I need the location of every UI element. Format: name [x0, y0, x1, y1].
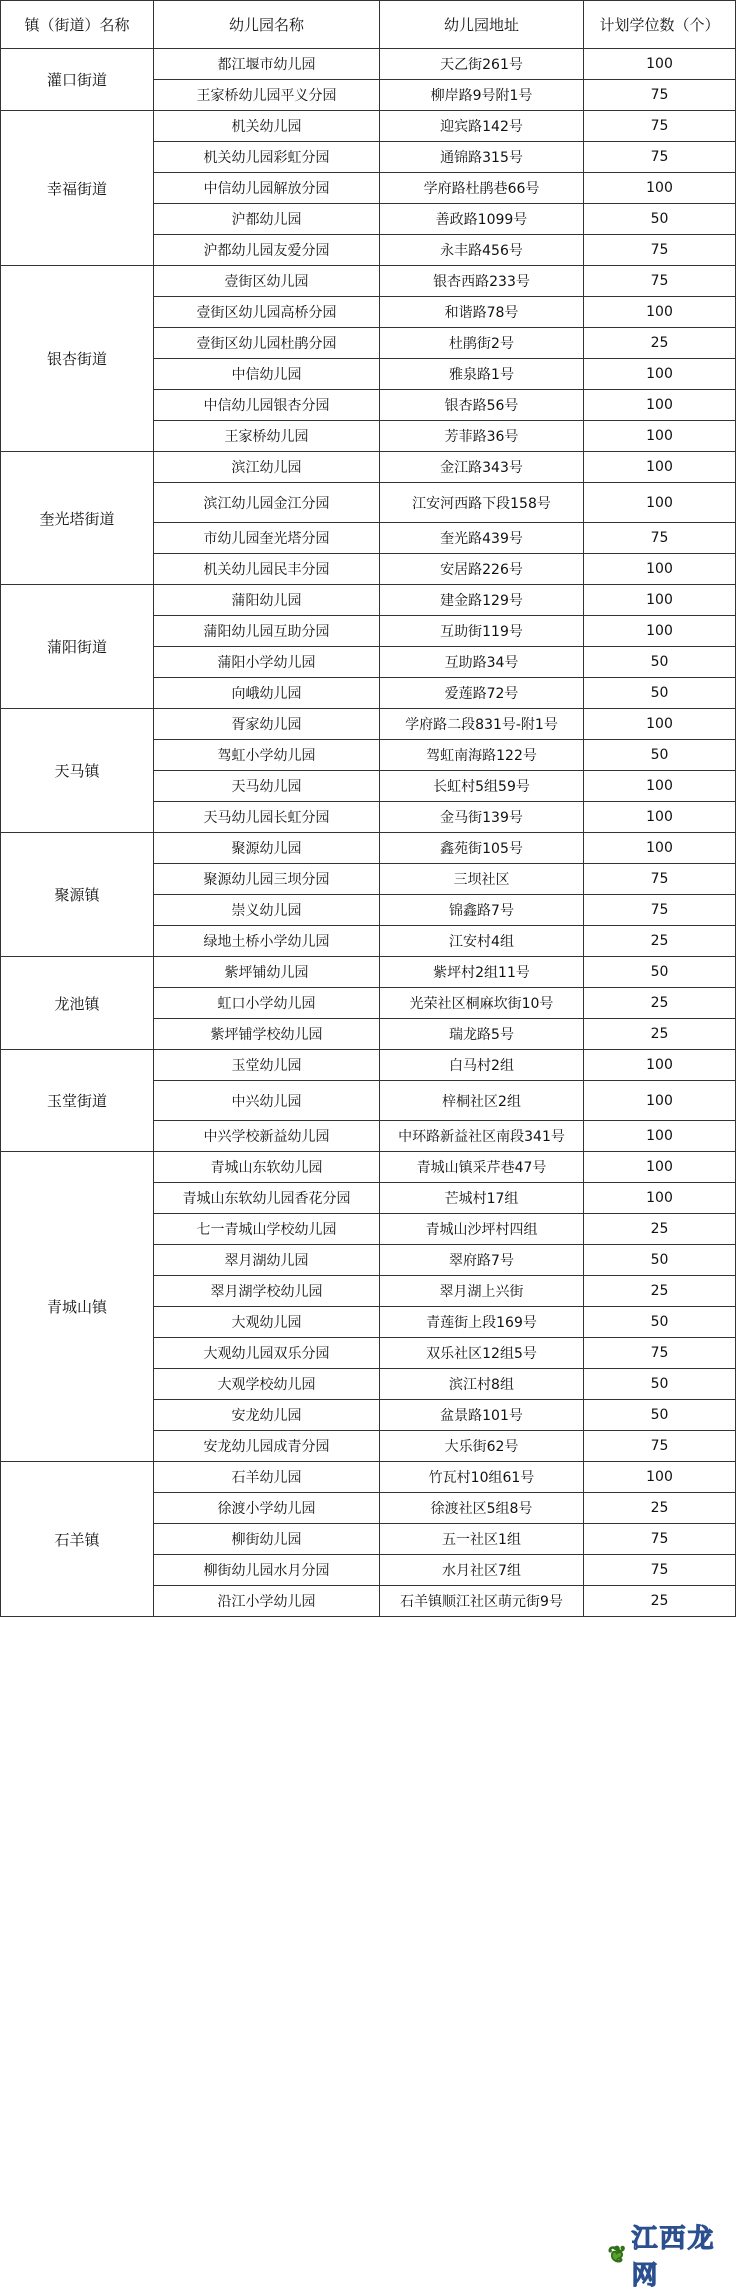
town-name-cell: 幸福街道	[1, 111, 154, 266]
seats-cell: 100	[584, 802, 736, 833]
address-cell: 芒城村17组	[380, 1183, 584, 1214]
address-cell: 通锦路315号	[380, 142, 584, 173]
table-row	[1, 585, 736, 616]
seats-cell: 100	[584, 421, 736, 452]
address-cell: 江安河西路下段158号	[380, 483, 584, 523]
seats-cell: 75	[584, 864, 736, 895]
kindergarten-name-cell: 壹街区幼儿园	[154, 266, 380, 297]
kindergarten-name-cell: 滨江幼儿园	[154, 452, 380, 483]
kindergarten-name-cell: 胥家幼儿园	[154, 709, 380, 740]
kindergarten-name-cell: 中信幼儿园银杏分园	[154, 390, 380, 421]
seats-cell: 50	[584, 1307, 736, 1338]
kindergarten-name-cell: 紫坪铺幼儿园	[154, 957, 380, 988]
table-row	[1, 833, 736, 864]
town-name-cell: 玉堂街道	[1, 1050, 154, 1152]
seats-cell: 100	[584, 1152, 736, 1183]
kindergarten-name-cell: 虹口小学幼儿园	[154, 988, 380, 1019]
address-cell: 竹瓦村10组61号	[380, 1462, 584, 1493]
address-cell: 三坝社区	[380, 864, 584, 895]
address-cell: 雅泉路1号	[380, 359, 584, 390]
address-cell: 爱莲路72号	[380, 678, 584, 709]
seats-cell: 100	[584, 1183, 736, 1214]
seats-cell: 75	[584, 895, 736, 926]
address-cell: 徐渡社区5组8号	[380, 1493, 584, 1524]
town-name-cell: 奎光塔街道	[1, 452, 154, 585]
kindergarten-name-cell: 中兴幼儿园	[154, 1081, 380, 1121]
town-name-cell: 聚源镇	[1, 833, 154, 957]
address-cell: 瑞龙路5号	[380, 1019, 584, 1050]
seats-cell: 75	[584, 80, 736, 111]
header-kindergarten: 幼儿园名称	[154, 1, 380, 49]
address-cell: 金马街139号	[380, 802, 584, 833]
kindergarten-name-cell: 中兴学校新益幼儿园	[154, 1121, 380, 1152]
seats-cell: 75	[584, 266, 736, 297]
kindergarten-name-cell: 大观幼儿园	[154, 1307, 380, 1338]
table-row	[1, 1050, 736, 1081]
seats-cell: 50	[584, 740, 736, 771]
address-cell: 盆景路101号	[380, 1400, 584, 1431]
seats-cell: 50	[584, 678, 736, 709]
address-cell: 奎光路439号	[380, 523, 584, 554]
address-cell: 柳岸路9号附1号	[380, 80, 584, 111]
table-body	[1, 49, 736, 1617]
kindergarten-name-cell: 机关幼儿园	[154, 111, 380, 142]
kindergarten-name-cell: 翠月湖学校幼儿园	[154, 1276, 380, 1307]
kindergarten-name-cell: 紫坪铺学校幼儿园	[154, 1019, 380, 1050]
seats-cell: 50	[584, 647, 736, 678]
kindergarten-name-cell: 大观学校幼儿园	[154, 1369, 380, 1400]
seats-cell: 75	[584, 523, 736, 554]
kindergarten-name-cell: 滨江幼儿园金江分园	[154, 483, 380, 523]
town-name-cell: 石羊镇	[1, 1462, 154, 1617]
seats-cell: 25	[584, 1019, 736, 1050]
address-cell: 青城山镇采芹巷47号	[380, 1152, 584, 1183]
address-cell: 长虹村5组59号	[380, 771, 584, 802]
address-cell: 大乐街62号	[380, 1431, 584, 1462]
address-cell: 五一社区1组	[380, 1524, 584, 1555]
seats-cell: 75	[584, 1524, 736, 1555]
seats-cell: 75	[584, 111, 736, 142]
seats-cell: 100	[584, 616, 736, 647]
kindergarten-name-cell: 安龙幼儿园成青分园	[154, 1431, 380, 1462]
address-cell: 金江路343号	[380, 452, 584, 483]
kindergarten-name-cell: 天马幼儿园长虹分园	[154, 802, 380, 833]
address-cell: 江安村4组	[380, 926, 584, 957]
kindergarten-name-cell: 石羊幼儿园	[154, 1462, 380, 1493]
seats-cell: 100	[584, 483, 736, 523]
seats-cell: 75	[584, 142, 736, 173]
seats-cell: 100	[584, 585, 736, 616]
address-cell: 杜鹃街2号	[380, 328, 584, 359]
kindergarten-name-cell: 王家桥幼儿园	[154, 421, 380, 452]
address-cell: 翠月湖上兴街	[380, 1276, 584, 1307]
seats-cell: 25	[584, 1493, 736, 1524]
seats-cell: 75	[584, 1555, 736, 1586]
seats-cell: 50	[584, 1400, 736, 1431]
kindergarten-name-cell: 柳街幼儿园	[154, 1524, 380, 1555]
seats-cell: 100	[584, 554, 736, 585]
seats-cell: 75	[584, 1431, 736, 1462]
kindergarten-name-cell: 沪都幼儿园	[154, 204, 380, 235]
address-cell: 安居路226号	[380, 554, 584, 585]
table-row	[1, 266, 736, 297]
kindergarten-name-cell: 蒲阳幼儿园互助分园	[154, 616, 380, 647]
seats-cell: 100	[584, 709, 736, 740]
address-cell: 永丰路456号	[380, 235, 584, 266]
kindergarten-name-cell: 安龙幼儿园	[154, 1400, 380, 1431]
seats-cell: 25	[584, 926, 736, 957]
seats-cell: 50	[584, 1369, 736, 1400]
town-name-cell: 青城山镇	[1, 1152, 154, 1462]
kindergarten-name-cell: 柳街幼儿园水月分园	[154, 1555, 380, 1586]
kindergarten-name-cell: 青城山东软幼儿园	[154, 1152, 380, 1183]
address-cell: 学府路杜鹃巷66号	[380, 173, 584, 204]
address-cell: 白马村2组	[380, 1050, 584, 1081]
kindergarten-name-cell: 王家桥幼儿园平义分园	[154, 80, 380, 111]
kindergarten-name-cell: 翠月湖幼儿园	[154, 1245, 380, 1276]
address-cell: 和谐路78号	[380, 297, 584, 328]
header-town: 镇（街道）名称	[1, 1, 154, 49]
seats-cell: 100	[584, 1121, 736, 1152]
header-address: 幼儿园地址	[380, 1, 584, 49]
seats-cell: 25	[584, 1276, 736, 1307]
address-cell: 青城山沙坪村四组	[380, 1214, 584, 1245]
address-cell: 水月社区7组	[380, 1555, 584, 1586]
address-cell: 建金路129号	[380, 585, 584, 616]
kindergarten-name-cell: 绿地土桥小学幼儿园	[154, 926, 380, 957]
address-cell: 芳菲路36号	[380, 421, 584, 452]
kindergarten-name-cell: 七一青城山学校幼儿园	[154, 1214, 380, 1245]
kindergarten-name-cell: 壹街区幼儿园杜鹃分园	[154, 328, 380, 359]
kindergarten-name-cell: 沪都幼儿园友爱分园	[154, 235, 380, 266]
table-row	[1, 49, 736, 80]
town-name-cell: 蒲阳街道	[1, 585, 154, 709]
seats-cell: 100	[584, 49, 736, 80]
seats-cell: 25	[584, 1586, 736, 1617]
seats-cell: 75	[584, 235, 736, 266]
address-cell: 双乐社区12组5号	[380, 1338, 584, 1369]
kindergarten-name-cell: 青城山东软幼儿园香花分园	[154, 1183, 380, 1214]
address-cell: 善政路1099号	[380, 204, 584, 235]
seats-cell: 25	[584, 988, 736, 1019]
address-cell: 滨江村8组	[380, 1369, 584, 1400]
address-cell: 青莲街上段169号	[380, 1307, 584, 1338]
kindergarten-name-cell: 壹街区幼儿园高桥分园	[154, 297, 380, 328]
seats-cell: 50	[584, 957, 736, 988]
kindergarten-name-cell: 聚源幼儿园	[154, 833, 380, 864]
address-cell: 迎宾路142号	[380, 111, 584, 142]
address-cell: 银杏路56号	[380, 390, 584, 421]
address-cell: 驾虹南海路122号	[380, 740, 584, 771]
address-cell: 梓桐社区2组	[380, 1081, 584, 1121]
header-row	[1, 1, 736, 49]
kindergarten-name-cell: 都江堰市幼儿园	[154, 49, 380, 80]
address-cell: 互助街119号	[380, 616, 584, 647]
kindergarten-name-cell: 向峨幼儿园	[154, 678, 380, 709]
kindergarten-name-cell: 聚源幼儿园三坝分园	[154, 864, 380, 895]
address-cell: 学府路二段831号-附1号	[380, 709, 584, 740]
kindergarten-name-cell: 中信幼儿园解放分园	[154, 173, 380, 204]
table-row	[1, 957, 736, 988]
seats-cell: 100	[584, 1462, 736, 1493]
watermark-text: 江西龙网	[631, 2224, 716, 2291]
address-cell: 银杏西路233号	[380, 266, 584, 297]
seats-cell: 100	[584, 452, 736, 483]
kindergarten-name-cell: 机关幼儿园民丰分园	[154, 554, 380, 585]
kindergarten-name-cell: 蒲阳小学幼儿园	[154, 647, 380, 678]
seats-cell: 100	[584, 771, 736, 802]
town-name-cell: 灌口街道	[1, 49, 154, 111]
address-cell: 锦鑫路7号	[380, 895, 584, 926]
kindergarten-name-cell: 驾虹小学幼儿园	[154, 740, 380, 771]
kindergarten-name-cell: 机关幼儿园彩虹分园	[154, 142, 380, 173]
kindergarten-name-cell: 大观幼儿园双乐分园	[154, 1338, 380, 1369]
seats-cell: 25	[584, 328, 736, 359]
kindergarten-name-cell: 玉堂幼儿园	[154, 1050, 380, 1081]
kindergarten-name-cell: 市幼儿园奎光塔分园	[154, 523, 380, 554]
address-cell: 石羊镇顺江社区萌元街9号	[380, 1586, 584, 1617]
table-row	[1, 1152, 736, 1183]
seats-cell: 100	[584, 833, 736, 864]
kindergarten-name-cell: 沿江小学幼儿园	[154, 1586, 380, 1617]
seats-cell: 100	[584, 359, 736, 390]
seats-cell: 100	[584, 297, 736, 328]
town-name-cell: 银杏街道	[1, 266, 154, 452]
kindergarten-name-cell: 崇义幼儿园	[154, 895, 380, 926]
address-cell: 紫坪村2组11号	[380, 957, 584, 988]
address-cell: 互助路34号	[380, 647, 584, 678]
address-cell: 天乙街261号	[380, 49, 584, 80]
seats-cell: 50	[584, 1245, 736, 1276]
seats-cell: 100	[584, 1050, 736, 1081]
address-cell: 中环路新益社区南段341号	[380, 1121, 584, 1152]
header-seats: 计划学位数（个）	[584, 1, 736, 49]
leaf-icon: ❦	[608, 2242, 629, 2268]
table-row	[1, 111, 736, 142]
address-cell: 光荣社区桐麻坎街10号	[380, 988, 584, 1019]
seats-cell: 100	[584, 1081, 736, 1121]
seats-cell: 50	[584, 204, 736, 235]
kindergarten-name-cell: 徐渡小学幼儿园	[154, 1493, 380, 1524]
seats-cell: 100	[584, 173, 736, 204]
seats-cell: 25	[584, 1214, 736, 1245]
seats-cell: 100	[584, 390, 736, 421]
table-row	[1, 1462, 736, 1493]
seats-cell: 75	[584, 1338, 736, 1369]
town-name-cell: 天马镇	[1, 709, 154, 833]
kindergarten-name-cell: 天马幼儿园	[154, 771, 380, 802]
address-cell: 鑫苑街105号	[380, 833, 584, 864]
watermark	[608, 2224, 726, 2291]
kindergarten-name-cell: 中信幼儿园	[154, 359, 380, 390]
address-cell: 翠府路7号	[380, 1245, 584, 1276]
kindergarten-name-cell: 蒲阳幼儿园	[154, 585, 380, 616]
town-name-cell: 龙池镇	[1, 957, 154, 1050]
table-row	[1, 709, 736, 740]
table-row	[1, 452, 736, 483]
